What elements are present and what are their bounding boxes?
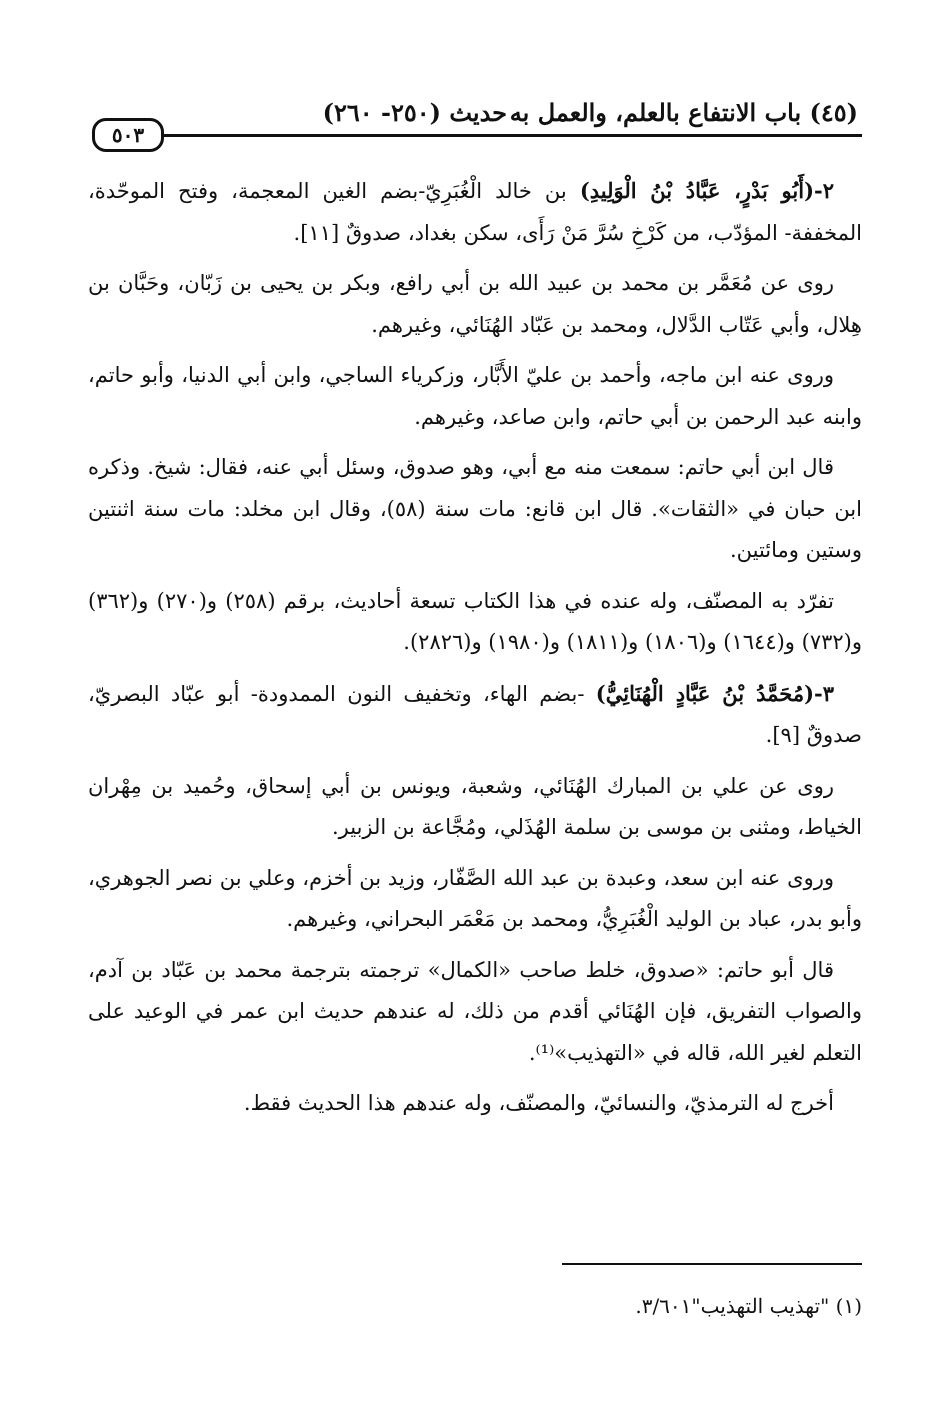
hadith-range: حديث (٢٥٠- ٢٦٠) <box>322 98 507 127</box>
page-header <box>92 92 862 150</box>
paragraph-text: روى عن مُعَمَّر بن محمد بن عبيد الله بن أبي رافع، وبكر بن يحيى بن زَبّان، وحَبَّان بن هِلال، وأبي عَتّاب الدَّلال، ومحمد بن عَبّاد الهُنَائي، وغيرهم. <box>88 271 862 337</box>
paragraph-10 <box>88 1083 862 1125</box>
paragraph-3 <box>88 355 862 438</box>
paragraph-text: روى عن علي بن المبارك الهُنَائي، وشعبة، ويونس بن أبي إسحاق، وحُميد بن مِهْران الخياط، ومثنى بن موسى بن سلمة الهُذَلي، ومُجَّاعة بن الزبير. <box>88 773 862 839</box>
paragraph-text: تفرّد به المصنّف، وله عنده في هذا الكتاب تسعة أحاديث، برقم (٢٥٨) و(٢٧٠) و(٣٦٢) و(٧٣٢) و(١٦٤٤) و(١٨٠٦) و(١٨١١) و(١٩٨٠) و(٢٨٢٦). <box>88 588 862 654</box>
paragraph-text: وروى عنه ابن سعد، وعبدة بن عبد الله الصَّفّار، وزيد بن أخزم، وعلي بن نصر الجوهري، وأبو بدر، عباد بن الوليد الْغُبَرِيُّ، ومحمد بن مَعْمَر البحراني، وغيرهم. <box>88 865 862 931</box>
header-rule <box>162 134 862 137</box>
paragraph-5 <box>88 581 862 664</box>
paragraph-text: وروى عنه ابن ماجه، وأحمد بن عليّ الأَبَّار، وزكرياء الساجي، وابن أبي الدنيا، وأبو حاتم، وابنه عبد الرحمن بن أبي حاتم، وابن صاعد، وغيرهم. <box>88 363 862 429</box>
footnote: (١) "تهذيب التهذيب"٣/٦٠١. <box>635 1294 862 1318</box>
paragraph-text: -بضم الهاء، وتخفيف النون الممدودة- أبو عبّاد البصريّ، صدوقٌ [٩]. <box>88 681 862 747</box>
paragraph-4 <box>88 447 862 572</box>
page-body <box>88 170 862 1134</box>
paragraph-2 <box>88 263 862 346</box>
paragraph-1 <box>88 170 862 254</box>
paragraph-9 <box>88 950 862 1075</box>
paragraph-text: قال ابن أبي حاتم: سمعت منه مع أبي، وهو صدوق، وسئل أبي عنه، فقال: شيخ. وذكره ابن حبان في «الثقات». قال ابن قانع: مات سنة (٥٨)، وقال ابن مخلد: مات سنة اثنتين وستين ومائتين. <box>88 455 862 562</box>
paragraph-6 <box>88 673 862 757</box>
paragraph-7 <box>88 766 862 849</box>
page-number-badge: ٥٠٣ <box>92 118 164 152</box>
footnote-rule <box>562 1263 862 1265</box>
chapter-title: (٤٥) باب الانتفاع بالعلم، والعمل به <box>509 98 858 127</box>
narrator-name: ٣-(مُحَمَّدُ بْنُ عَبَّادٍ الْهُنَائِيُّ) <box>595 680 834 706</box>
paragraph-8 <box>88 858 862 941</box>
paragraph-text: قال أبو حاتم: «صدوق، خلط صاحب «الكمال» ترجمته بترجمة محمد بن عَبّاد بن آدم، والصواب التفريق، فإن الهُنَائي أقدم من ذلك، له عندهم حديث ابن عمر في الوعيد على التعلم لغير الله، قاله في «التهذيب»⁽¹⁾. <box>88 957 862 1065</box>
paragraph-text: أخرج له الترمذيّ، والنسائيّ، والمصنّف، وله عندهم هذا الحديث فقط. <box>243 1091 834 1115</box>
paragraph-text: بن خالد الْغُبَرِيّ-بضم الغين المعجمة، وفتح الموحّدة، المخففة- المؤدّب، من كَرْخِ سُرَّ مَنْ رَأَى، سكن بغداد، صدوقٌ [١١]. <box>88 179 862 245</box>
narrator-name: ٢-(أَبُو بَدْرٍ، عَبَّادُ بْنُ الْوَلِيدِ) <box>579 178 835 203</box>
